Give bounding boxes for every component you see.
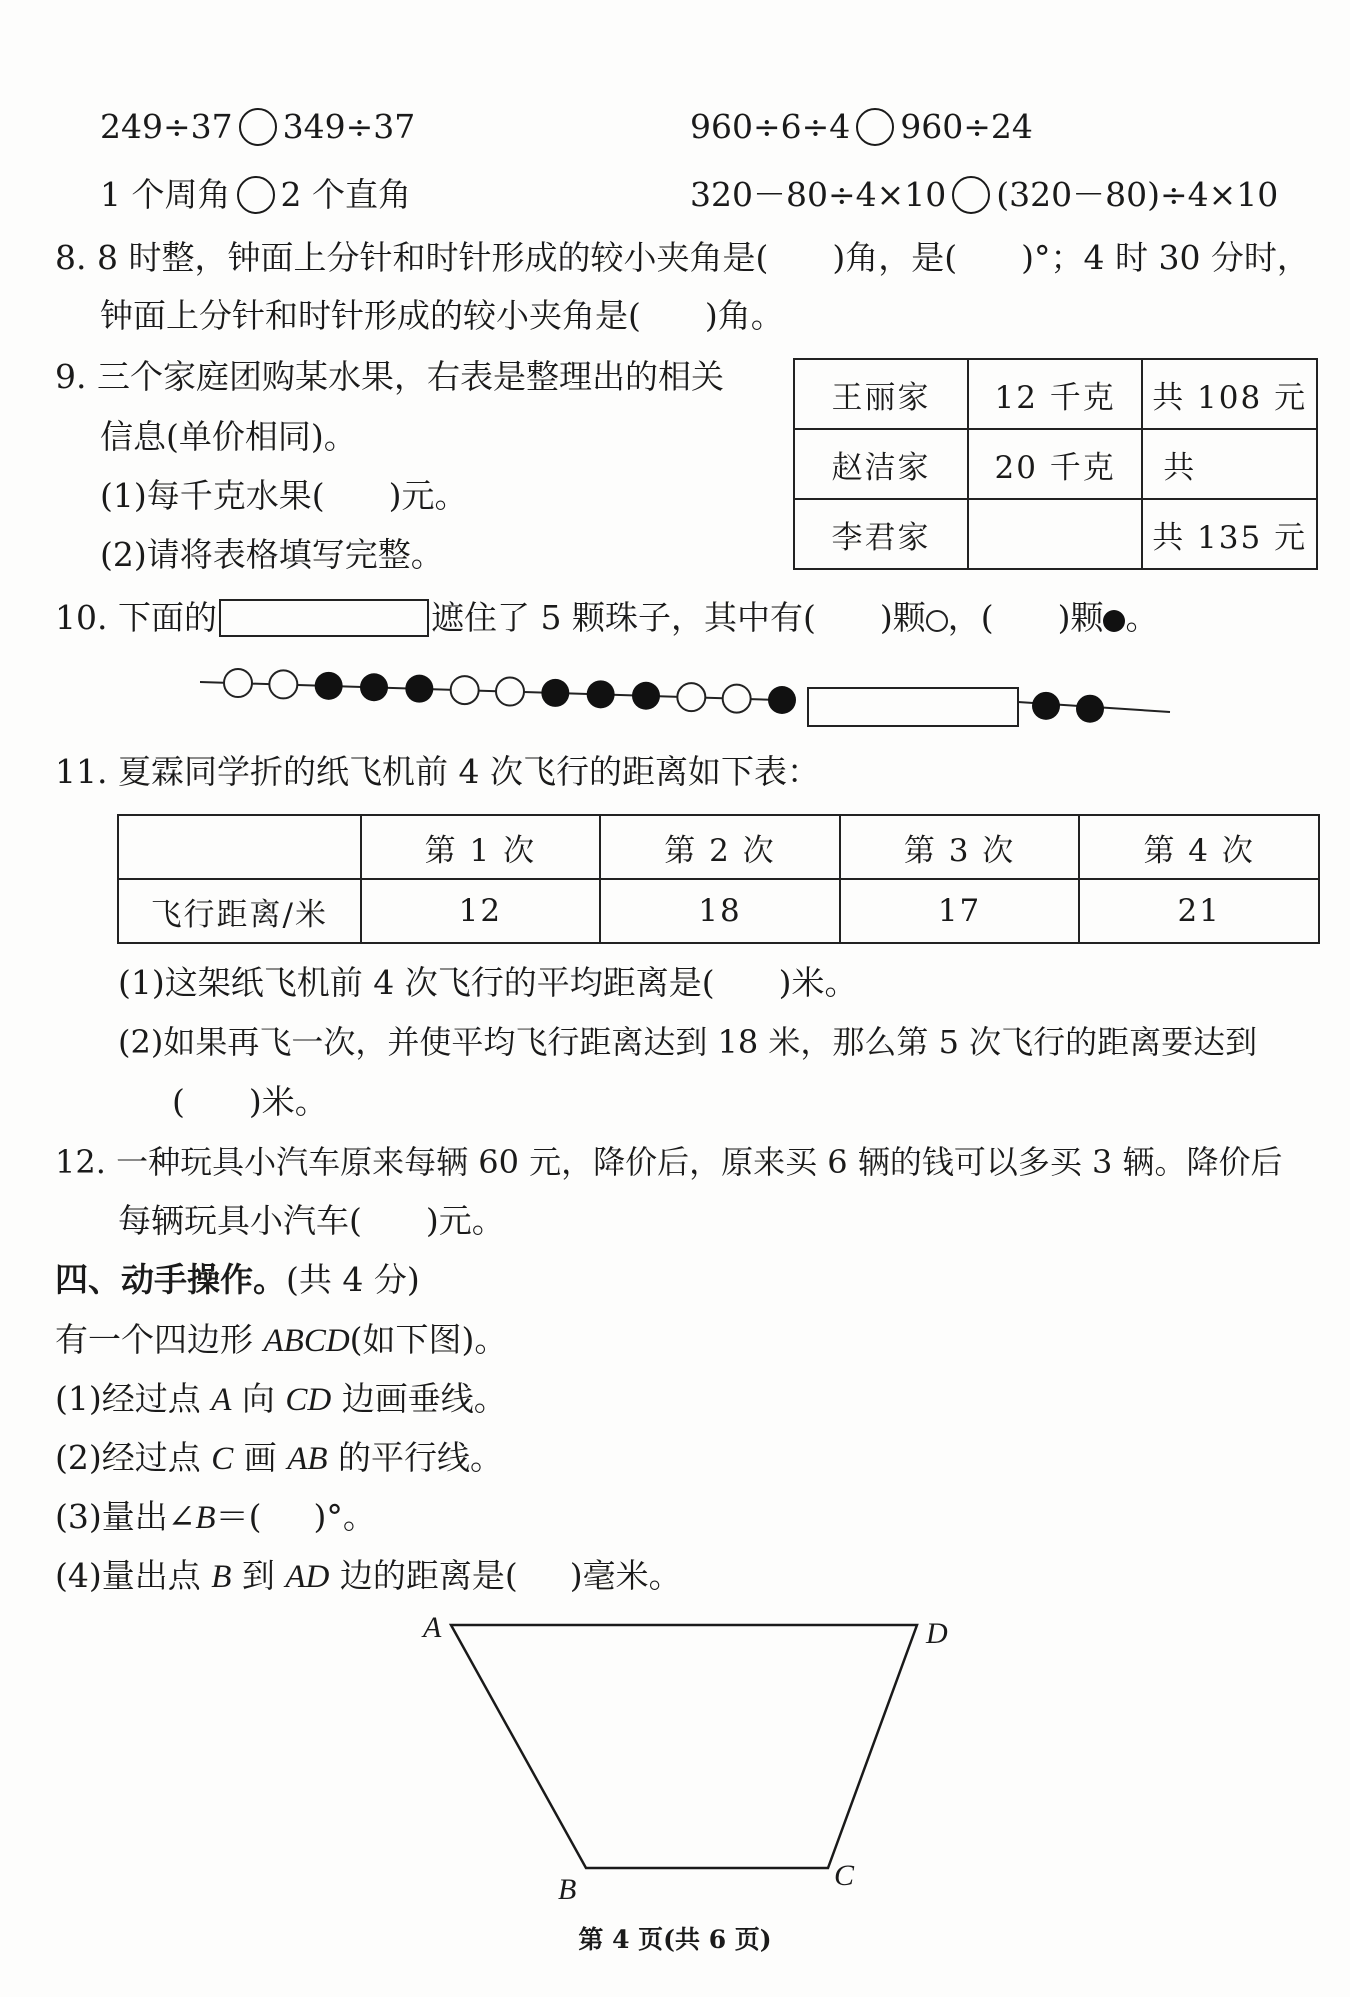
q11-sub-2-line-2: ( )米。 <box>172 1082 328 1121</box>
q11-value: 18 <box>600 879 840 943</box>
q9-sub-1: (1)每千克水果( )元。 <box>100 476 468 515</box>
q12-line-2: 每辆玩具小汽车( )元。 <box>118 1201 505 1240</box>
q11-row-label: 飞行距离/米 <box>118 879 361 943</box>
section-4-step-1: (1)经过点 A 向 CD 边画垂线。 <box>55 1379 507 1418</box>
quadrilateral-shape <box>451 1625 917 1868</box>
q9-cell[interactable]: 共 <box>1142 429 1317 499</box>
q11-header: 第 1 次 <box>361 815 601 879</box>
q9-cell: 12 千克 <box>968 359 1142 429</box>
section-4-step-2: (2)经过点 C 画 AB 的平行线。 <box>55 1438 504 1477</box>
q9-line-2: 信息(单价相同)。 <box>100 417 357 456</box>
q11-header: 第 4 次 <box>1079 815 1319 879</box>
section-4-step-3: (3)量出∠B＝( )°。 <box>55 1497 376 1536</box>
q9-sub-2: (2)请将表格填写完整。 <box>100 535 444 574</box>
section-4-title: 四、动手操作。 <box>55 1260 286 1299</box>
page-footer: 第 4 页(共 6 页) <box>578 1925 772 1954</box>
q11-intro: 11. 夏霖同学折的纸飞机前 4 次飞行的距离如下表： <box>55 752 820 791</box>
vertex-label-a: A <box>423 1611 442 1644</box>
vertex-label-d: D <box>926 1617 948 1650</box>
q11-sub-2-line-1: (2)如果再飞一次，并使平均飞行距离达到 18 米，那么第 5 次飞行的距离要达到 <box>118 1023 1258 1061</box>
q9-cell: 赵洁家 <box>794 429 968 499</box>
q9-cell: 王丽家 <box>794 359 968 429</box>
q12-line-1: 12. 一种玩具小汽车原来每辆 60 元，降价后，原来买 6 辆的钱可以多买 3 辆。降价后 <box>55 1143 1283 1181</box>
q9-cell: 李君家 <box>794 499 968 569</box>
q10-line: 10. 下面的 遮住了 5 颗珠子，其中有( )颗 ，( )颗 。 <box>55 598 1159 637</box>
q9-cell: 共 135 元 <box>1142 499 1317 569</box>
q11-value: 17 <box>840 879 1080 943</box>
compare-row-1-right: 960÷6÷4 960÷24 <box>690 107 1033 146</box>
vertex-label-b: B <box>558 1873 577 1906</box>
q9-cell: 20 千克 <box>968 429 1142 499</box>
q11-header: 第 2 次 <box>600 815 840 879</box>
q11-value: 21 <box>1079 879 1319 943</box>
compare-row-2-right: 320－80÷4×10 (320－80)÷4×10 <box>690 175 1279 214</box>
section-4-step-4: (4)量出点 B 到 AD 边的距离是( )毫米。 <box>55 1556 682 1595</box>
q9-line-1: 9. 三个家庭团购某水果，右表是整理出的相关 <box>55 357 724 396</box>
q8-line-1: 8. 8 时整，钟面上分针和时针形成的较小夹角是( )角，是( )°；4 时 30 分时， <box>55 238 1310 277</box>
q11-header: 第 3 次 <box>840 815 1080 879</box>
section-4-intro: 有一个四边形 ABCD(如下图)。 <box>55 1320 508 1359</box>
section-4-score: (共 4 分) <box>286 1260 420 1299</box>
q8-line-2: 钟面上分针和时针形成的较小夹角是( )角。 <box>100 296 784 335</box>
q9-cell: 共 108 元 <box>1142 359 1317 429</box>
compare-row-2-left: 1 个周角 2 个直角 <box>100 175 411 214</box>
vertex-label-c: C <box>834 1859 855 1892</box>
q11-sub-1: (1)这架纸飞机前 4 次飞行的平均距离是( )米。 <box>118 963 858 1002</box>
q11-value: 12 <box>361 879 601 943</box>
compare-row-1-left: 249÷37 349÷37 <box>100 107 416 146</box>
